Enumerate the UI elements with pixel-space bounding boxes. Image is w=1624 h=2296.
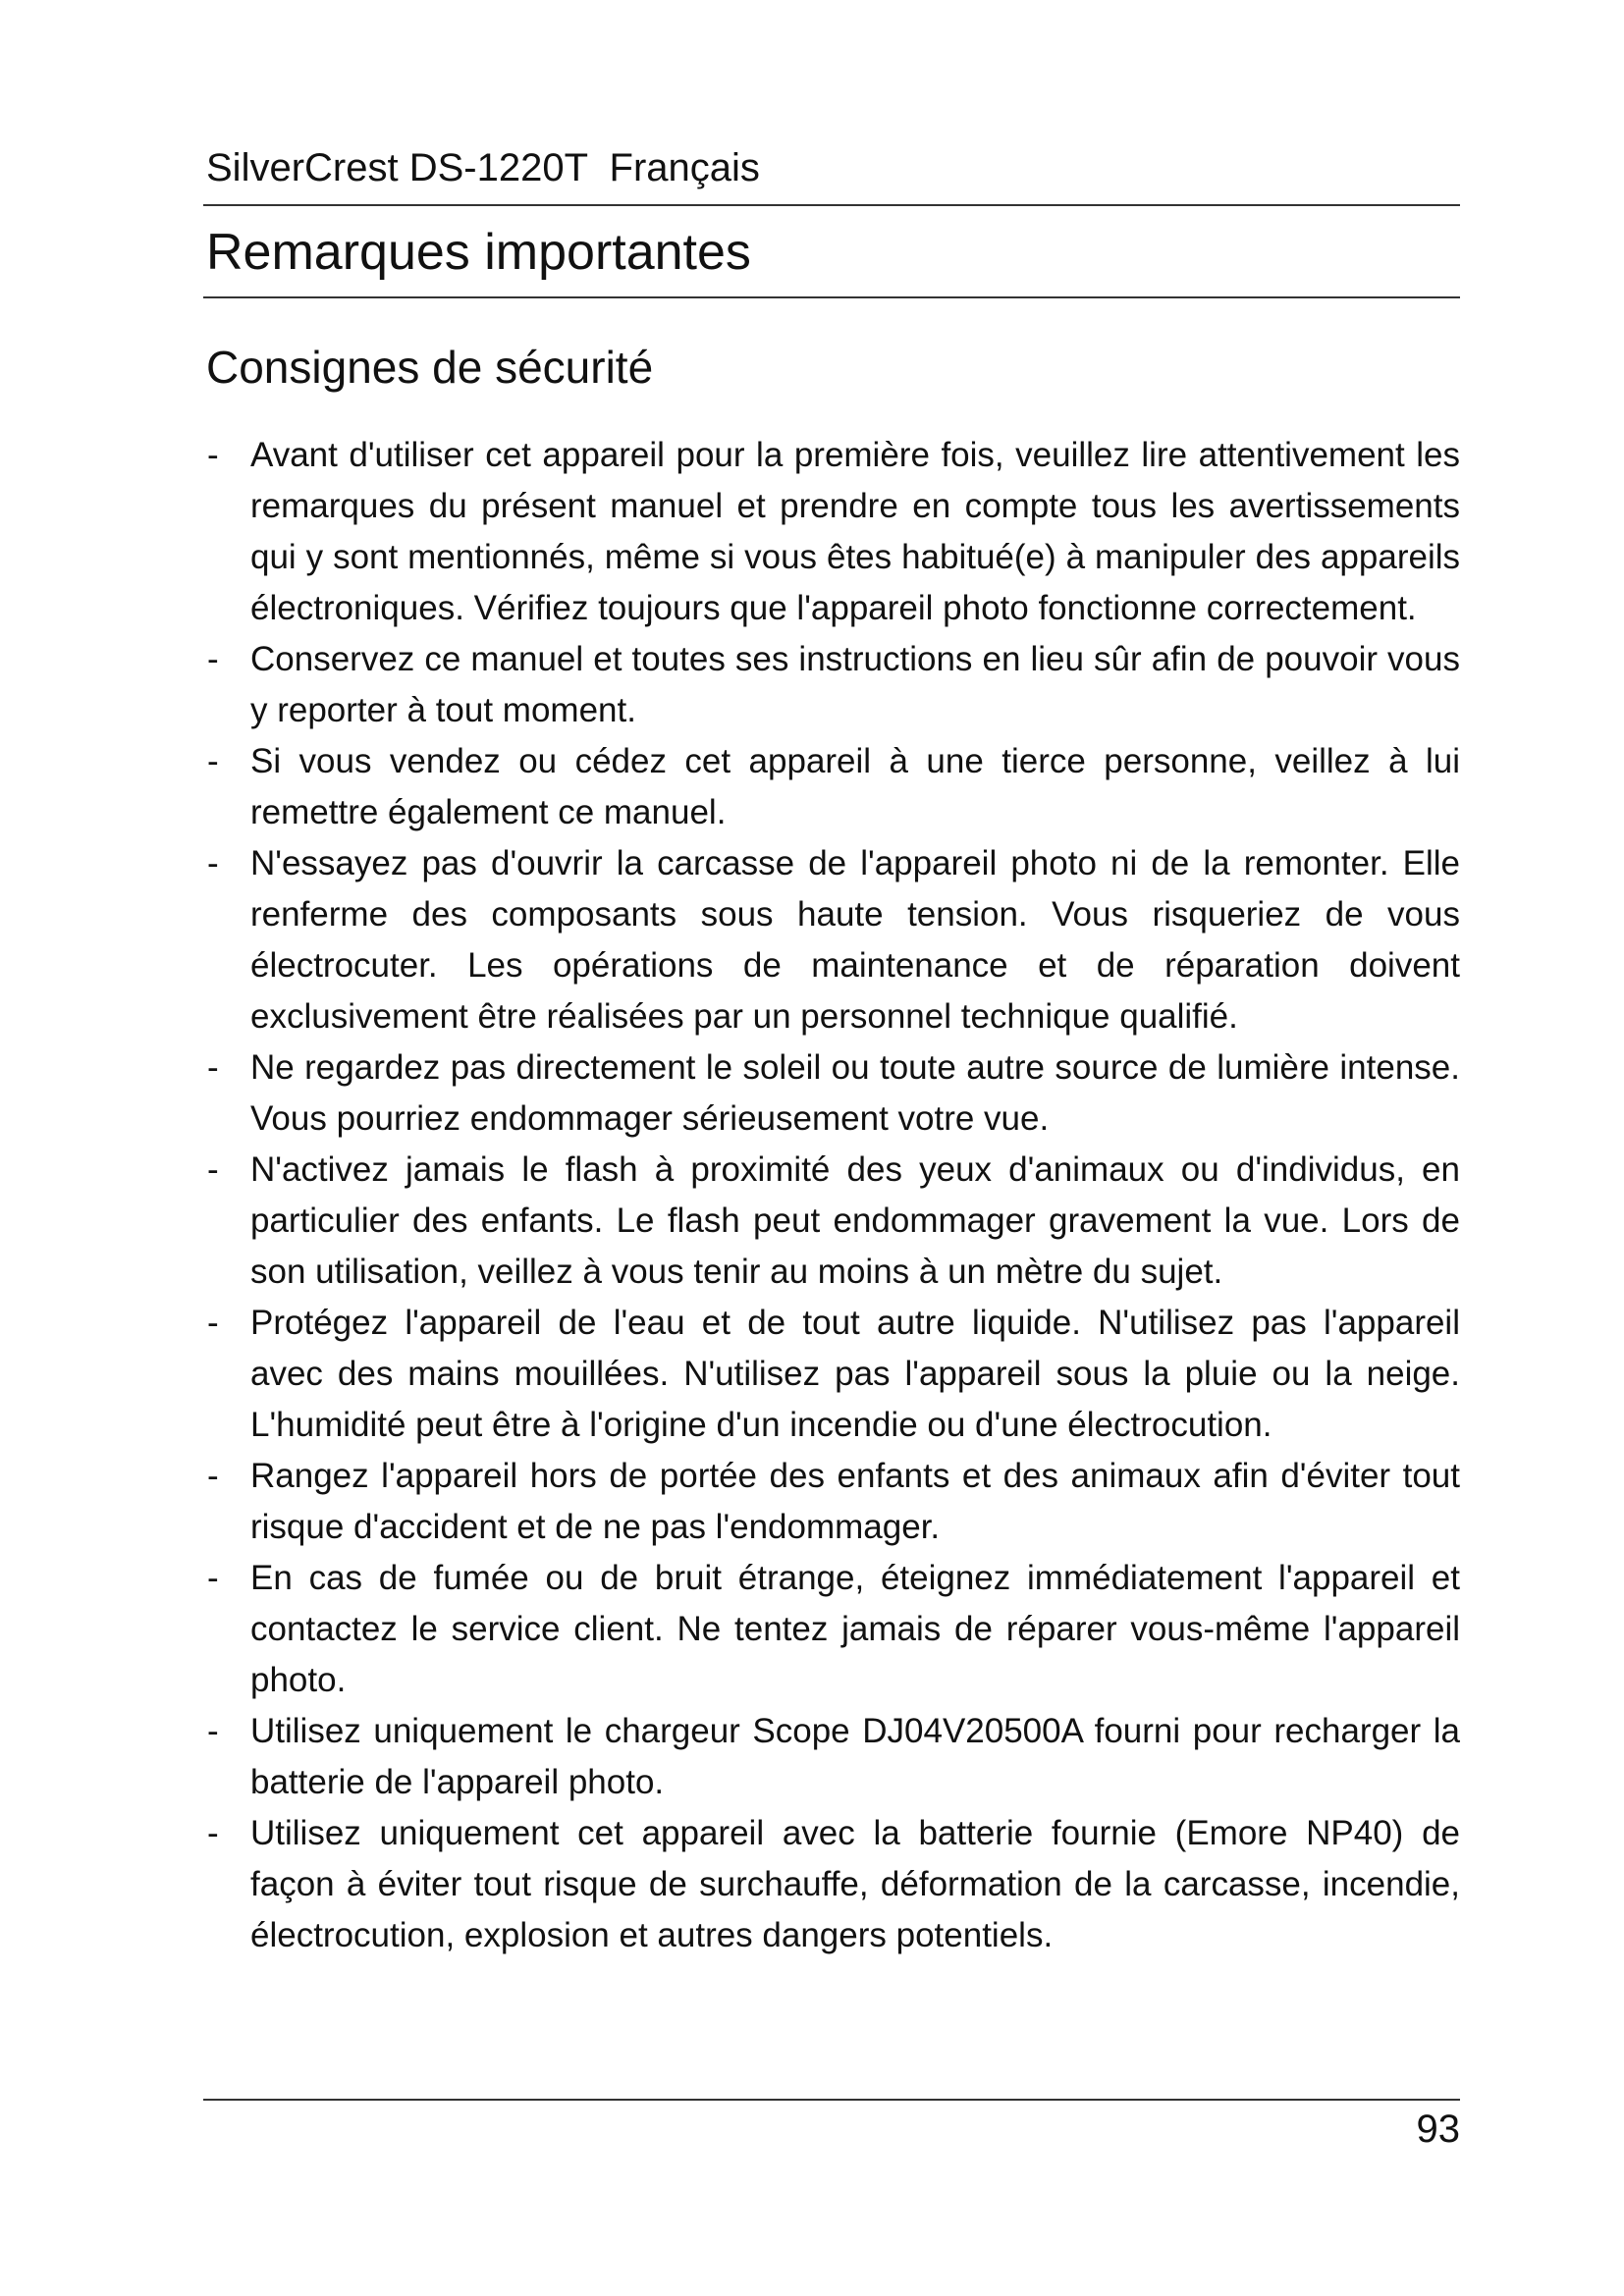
list-item-text: Rangez l'appareil hors de portée des enfants et des animaux afin d'éviter tout risque d'accident et de ne pas l'endommager. (250, 1457, 1460, 1546)
page-number: 93 (1416, 2108, 1460, 2151)
list-item (203, 430, 1460, 634)
list-item (203, 1706, 1460, 1808)
list-bullet: - (207, 1048, 219, 1087)
list-bullet: - (207, 1304, 219, 1342)
safety-instructions-list (203, 430, 1460, 1961)
list-item (203, 634, 1460, 736)
section-title: Consignes de sécurité (206, 342, 654, 393)
list-bullet: - (207, 1712, 219, 1750)
list-bullet: - (207, 1150, 219, 1189)
list-item-text: Utilisez uniquement cet appareil avec la batterie fournie (Emore NP40) de façon à éviter tout risque de surchauffe, déformation de la carcasse, incendie, électrocution, explosion et autres dangers potentiels. (250, 1814, 1460, 1954)
list-item-text: Avant d'utiliser cet appareil pour la première fois, veuillez lire attentivement les remarques du présent manuel et prendre en compte tous les avertissements qui y sont mentionnés, même si vous êtes habitué(e) à manipuler des appareils électroniques. Vérifiez toujours que l'appareil photo fonctionne correctement. (250, 436, 1460, 627)
list-item (203, 736, 1460, 838)
list-bullet: - (207, 844, 219, 882)
list-bullet: - (207, 1457, 219, 1495)
running-header: SilverCrest DS-1220T Français (206, 146, 760, 189)
list-bullet: - (207, 1559, 219, 1597)
list-item (203, 1808, 1460, 1961)
list-bullet: - (207, 742, 219, 780)
header-rule (203, 204, 1460, 206)
list-bullet: - (207, 640, 219, 678)
list-item-text: En cas de fumée ou de bruit étrange, éteignez immédiatement l'appareil et contactez le service client. Ne tentez jamais de réparer vous-même l'appareil photo. (250, 1559, 1460, 1699)
list-item-text: Si vous vendez ou cédez cet appareil à une tierce personne, veillez à lui remettre également ce manuel. (250, 742, 1460, 831)
footer-rule (203, 2099, 1460, 2101)
list-item (203, 1298, 1460, 1451)
list-bullet: - (207, 436, 219, 474)
list-item-text: Conservez ce manuel et toutes ses instructions en lieu sûr afin de pouvoir vous y reporter à tout moment. (250, 640, 1460, 729)
list-item (203, 838, 1460, 1042)
list-item (203, 1553, 1460, 1706)
list-item (203, 1042, 1460, 1145)
list-item-text: Utilisez uniquement le chargeur Scope DJ04V20500A fourni pour recharger la batterie de l'appareil photo. (250, 1712, 1460, 1801)
list-item (203, 1451, 1460, 1553)
list-item-text: N'activez jamais le flash à proximité des yeux d'animaux ou d'individus, en particulier des enfants. Le flash peut endommager gravement la vue. Lors de son utilisation, veillez à vous tenir au moins à un mètre du sujet. (250, 1150, 1460, 1291)
list-bullet: - (207, 1814, 219, 1852)
list-item-text: N'essayez pas d'ouvrir la carcasse de l'appareil photo ni de la remonter. Elle renferme des composants sous haute tension. Vous risqueriez de vous électrocuter. Les opérations de maintenance et de réparation doivent exclusivement être réalisées par un personnel technique qualifié. (250, 844, 1460, 1036)
title-rule (203, 296, 1460, 298)
list-item (203, 1145, 1460, 1298)
list-item-text: Protégez l'appareil de l'eau et de tout autre liquide. N'utilisez pas l'appareil avec des mains mouillées. N'utilisez pas l'appareil sous la pluie ou la neige. L'humidité peut être à l'origine d'un incendie ou d'une électrocution. (250, 1304, 1460, 1444)
page-title: Remarques importantes (206, 224, 751, 281)
list-item-text: Ne regardez pas directement le soleil ou toute autre source de lumière intense. Vous pourriez endommager sérieusement votre vue. (250, 1048, 1460, 1138)
